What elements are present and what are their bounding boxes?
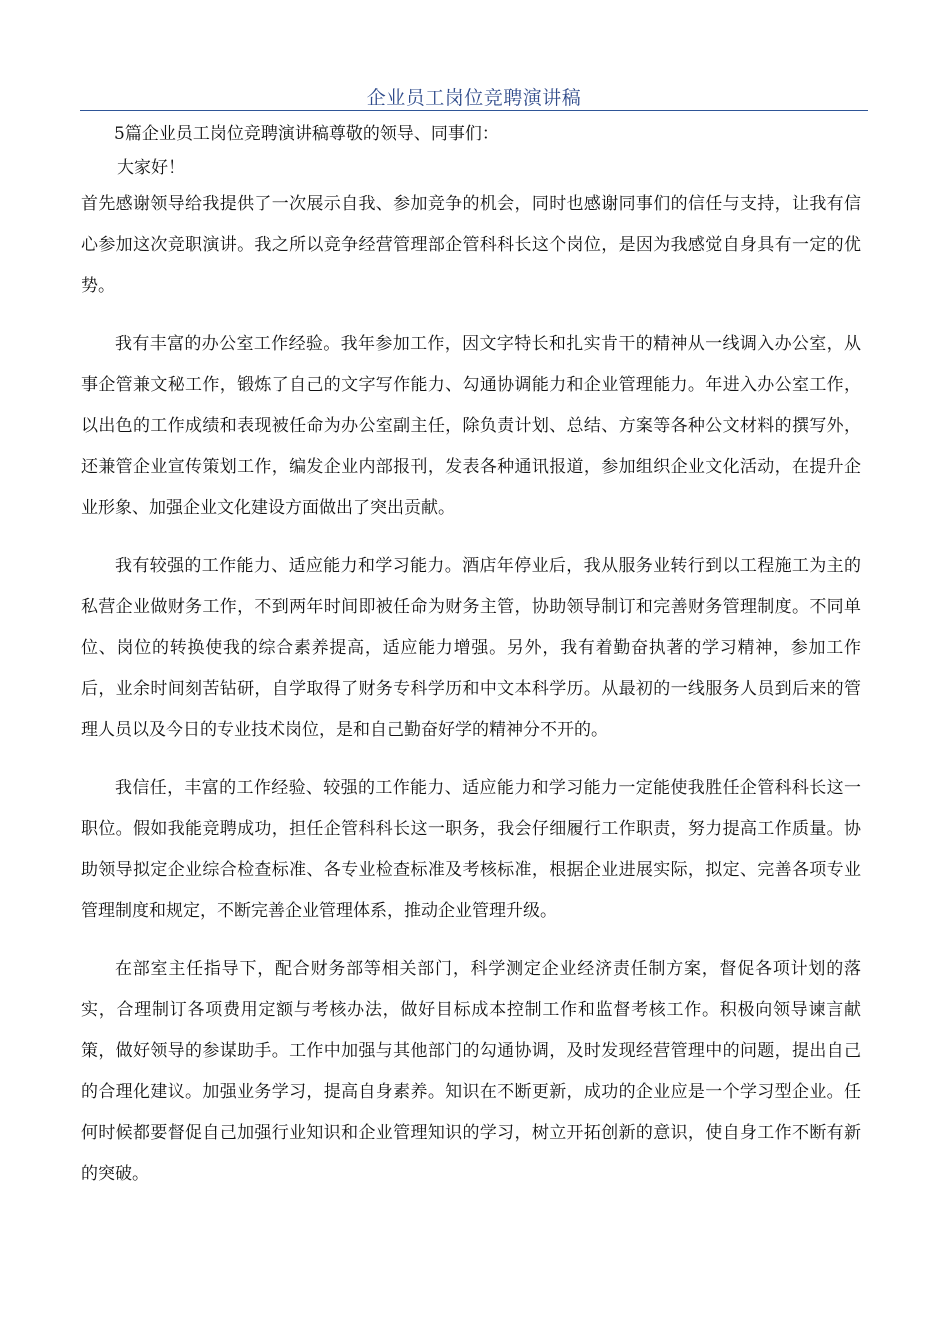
page-header <box>80 80 868 111</box>
greeting: 大家好！ <box>117 158 185 178</box>
paragraph: 我有较强的工作能力、适应能力和学习能力。酒店年停业后，我从服务业转行到以工程施工为主的私营企业做财务工作，不到两年时间即被任命为财务主管，协助领导制订和完善财务管理制度。不同单位、岗位的转换使我的综合素养提高，适应能力增强。另外，我有着勤奋执著的学习精神，参加工作后，业余时间刻苦钻研，自学取得了财务专科学历和中文本科学历。从最初的一线服务人员到后来的管理人员以及今日的专业技术岗位，是和自己勤奋好学的精神分不开的。 <box>81 556 861 740</box>
header-title: 企业员工岗位竞聘演讲稿 <box>366 87 582 109</box>
paragraph: 我有丰富的办公室工作经验。我年参加工作，因文字特长和扎实肯干的精神从一线调入办公室，从事企管兼文秘工作，锻炼了自己的文字写作能力、勾通协调能力和企业管理能力。年进入办公室工作，以出色的工作成绩和表现被任命为办公室副主任，除负责计划、总结、方案等各种公文材料的撰写外，还兼管企业宣传策划工作，编发企业内部报刊，发表各种通讯报道，参加组织企业文化活动，在提升企业形象、加强企业文化建设方面做出了突出贡献。 <box>81 334 861 518</box>
paragraph: 首先感谢领导给我提供了一次展示自我、参加竞争的机会，同时也感谢同事们的信任与支持，让我有信心参加这次竞职演讲。我之所以竞争经营管理部企管科科长这个岗位，是因为我感觉自身具有一定的优势。 <box>81 194 861 296</box>
intro-line: 5篇企业员工岗位竞聘演讲稿尊敬的领导、同事们： <box>114 124 499 144</box>
document-body <box>81 121 861 1195</box>
paragraph: 我信任，丰富的工作经验、较强的工作能力、适应能力和学习能力一定能使我胜任企管科科长这一职位。假如我能竞聘成功，担任企管科科长这一职务，我会仔细履行工作职责，努力提高工作质量。协助领导拟定企业综合检查标准、各专业检查标准及考核标准，根据企业进展实际，拟定、完善各项专业管理制度和规定，不断完善企业管理体系，推动企业管理升级。 <box>81 778 861 921</box>
paragraph: 在部室主任指导下，配合财务部等相关部门，科学测定企业经济责任制方案，督促各项计划的落实，合理制订各项费用定额与考核办法，做好目标成本控制工作和监督考核工作。积极向领导谏言献策，做好领导的参谋助手。工作中加强与其他部门的勾通协调，及时发现经营管理中的问题，提出自己的合理化建议。加强业务学习，提高自身素养。知识在不断更新，成功的企业应是一个学习型企业。任何时候都要督促自己加强行业知识和企业管理知识的学习，树立开拓创新的意识，使自身工作不断有新的突破。 <box>81 959 861 1184</box>
